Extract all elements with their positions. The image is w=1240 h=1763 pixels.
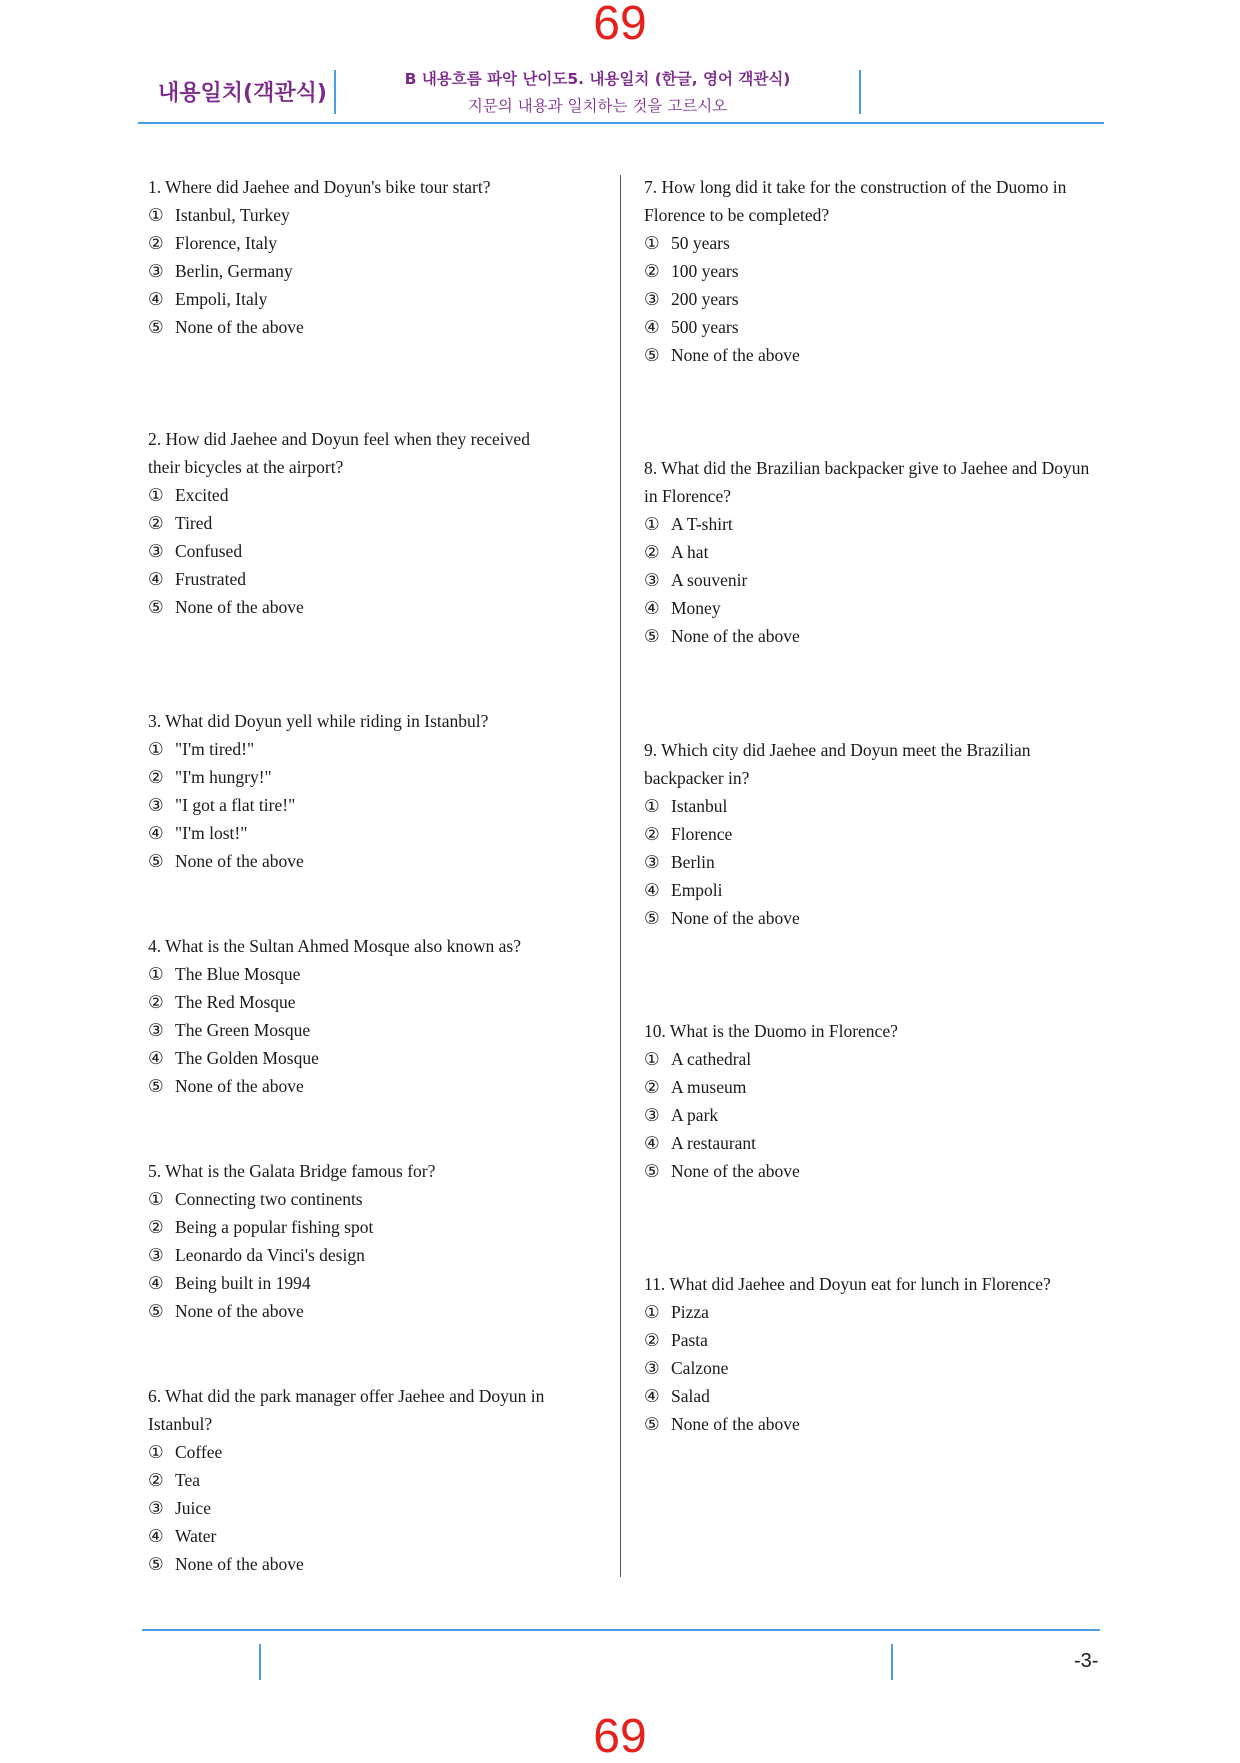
option[interactable]: ④ Empoli, Italy xyxy=(148,289,268,309)
option[interactable]: ③ 200 years xyxy=(644,289,739,309)
option[interactable]: ⑤ None of the above xyxy=(644,1414,800,1434)
question-6 xyxy=(148,1382,548,1578)
question-stem: 9. Which city did Jaehee and Doyun meet the Brazilian backpacker in? xyxy=(644,740,1031,788)
question-stem: 6. What did the park manager offer Jaehee and Doyun in Istanbul? xyxy=(148,1386,545,1434)
option[interactable]: ② Florence, Italy xyxy=(148,233,278,253)
option[interactable]: ① Excited xyxy=(148,485,229,505)
header-rule xyxy=(138,122,1104,124)
option[interactable]: ⑤ None of the above xyxy=(148,1076,304,1096)
question-7 xyxy=(644,173,1084,369)
question-stem: 7. How long did it take for the construction of the Duomo in Florence to be completed? xyxy=(644,177,1067,225)
option[interactable]: ⑤ None of the above xyxy=(148,597,304,617)
question-stem: 4. What is the Sultan Ahmed Mosque also known as? xyxy=(148,936,521,956)
option[interactable]: ④ Frustrated xyxy=(148,569,246,589)
option[interactable]: ⑤ None of the above xyxy=(148,1554,304,1574)
option[interactable]: ① Coffee xyxy=(148,1442,223,1462)
section-subtitle xyxy=(335,66,860,120)
option[interactable]: ① Istanbul, Turkey xyxy=(148,205,290,225)
option[interactable]: ① Connecting two continents xyxy=(148,1189,363,1209)
question-9 xyxy=(644,736,1044,932)
footer-divider-right xyxy=(891,1644,893,1680)
question-10 xyxy=(644,1017,1114,1185)
column-divider xyxy=(620,175,621,1577)
option[interactable]: ④ The Golden Mosque xyxy=(148,1048,319,1068)
question-8 xyxy=(644,454,1094,650)
option[interactable]: ④ Water xyxy=(148,1526,217,1546)
option[interactable]: ⑤ None of the above xyxy=(644,908,800,928)
option[interactable]: ④ A restaurant xyxy=(644,1133,757,1153)
option[interactable]: ④ Salad xyxy=(644,1386,710,1406)
option[interactable]: ④ Money xyxy=(644,598,721,618)
option[interactable]: ① Pizza xyxy=(644,1302,709,1322)
question-stem: 11. What did Jaehee and Doyun eat for lunch in Florence? xyxy=(644,1274,1051,1294)
option[interactable]: ⑤ None of the above xyxy=(644,345,800,365)
option[interactable]: ⑤ None of the above xyxy=(148,1301,304,1321)
option[interactable]: ② A museum xyxy=(644,1077,747,1097)
option[interactable]: ③ "I got a flat tire!" xyxy=(148,795,296,815)
option[interactable]: ④ Empoli xyxy=(644,880,723,900)
option[interactable]: ④ "I'm lost!" xyxy=(148,823,248,843)
header-divider-right xyxy=(859,70,861,114)
option[interactable]: ② 100 years xyxy=(644,261,739,281)
question-stem: 10. What is the Duomo in Florence? xyxy=(644,1021,898,1041)
footer-divider-left xyxy=(259,1644,261,1680)
question-stem: 5. What is the Galata Bridge famous for? xyxy=(148,1161,436,1181)
option[interactable]: ① "I'm tired!" xyxy=(148,739,255,759)
option[interactable]: ① A T-shirt xyxy=(644,514,733,534)
option[interactable]: ③ Calzone xyxy=(644,1358,729,1378)
page-number-top: 69 xyxy=(593,0,647,50)
question-2 xyxy=(148,425,548,621)
option[interactable]: ② Being a popular fishing spot xyxy=(148,1217,374,1237)
option[interactable]: ⑤ None of the above xyxy=(148,851,304,871)
option[interactable]: ② "I'm hungry!" xyxy=(148,767,272,787)
subtitle-line-1: B 내용흐름 파악 난이도5. 내용일치 (한글, 영어 객관식) xyxy=(404,70,791,88)
option[interactable]: ① A cathedral xyxy=(644,1049,752,1069)
option[interactable]: ② Pasta xyxy=(644,1330,708,1350)
question-stem: 8. What did the Brazilian backpacker give to Jaehee and Doyun in Florence? xyxy=(644,458,1090,506)
option[interactable]: ① The Blue Mosque xyxy=(148,964,301,984)
option[interactable]: ④ 500 years xyxy=(644,317,739,337)
question-stem: 2. How did Jaehee and Doyun feel when they received their bicycles at the airport? xyxy=(148,429,530,477)
question-1 xyxy=(148,173,618,341)
footer-rule xyxy=(142,1629,1100,1631)
option[interactable]: ⑤ None of the above xyxy=(644,1161,800,1181)
option[interactable]: ③ Juice xyxy=(148,1498,211,1518)
question-5 xyxy=(148,1157,618,1325)
option[interactable]: ② The Red Mosque xyxy=(148,992,296,1012)
question-stem: 1. Where did Jaehee and Doyun's bike tour start? xyxy=(148,177,491,197)
option[interactable]: ② Florence xyxy=(644,824,733,844)
option[interactable]: ① 50 years xyxy=(644,233,730,253)
question-11 xyxy=(644,1270,1074,1438)
option[interactable]: ⑤ None of the above xyxy=(644,626,800,646)
option[interactable]: ⑤ None of the above xyxy=(148,317,304,337)
option[interactable]: ③ Confused xyxy=(148,541,243,561)
option[interactable]: ③ The Green Mosque xyxy=(148,1020,311,1040)
option[interactable]: ③ A souvenir xyxy=(644,570,748,590)
footer-page-label: -3- xyxy=(1074,1650,1099,1672)
subtitle-line-2: 지문의 내용과 일치하는 것을 고르시오 xyxy=(467,97,728,115)
option[interactable]: ② A hat xyxy=(644,542,709,562)
option[interactable]: ② Tea xyxy=(148,1470,201,1490)
option[interactable]: ② Tired xyxy=(148,513,213,533)
option[interactable]: ④ Being built in 1994 xyxy=(148,1273,311,1293)
option[interactable]: ③ Leonardo da Vinci's design xyxy=(148,1245,365,1265)
option[interactable]: ① Istanbul xyxy=(644,796,728,816)
option[interactable]: ③ Berlin, Germany xyxy=(148,261,293,281)
question-3 xyxy=(148,707,618,875)
question-stem: 3. What did Doyun yell while riding in Istanbul? xyxy=(148,711,489,731)
page-number-bottom: 69 xyxy=(593,1710,647,1763)
question-4 xyxy=(148,932,618,1100)
option[interactable]: ③ A park xyxy=(644,1105,719,1125)
option[interactable]: ③ Berlin xyxy=(644,852,715,872)
section-title: 내용일치(객관식) xyxy=(158,81,327,106)
